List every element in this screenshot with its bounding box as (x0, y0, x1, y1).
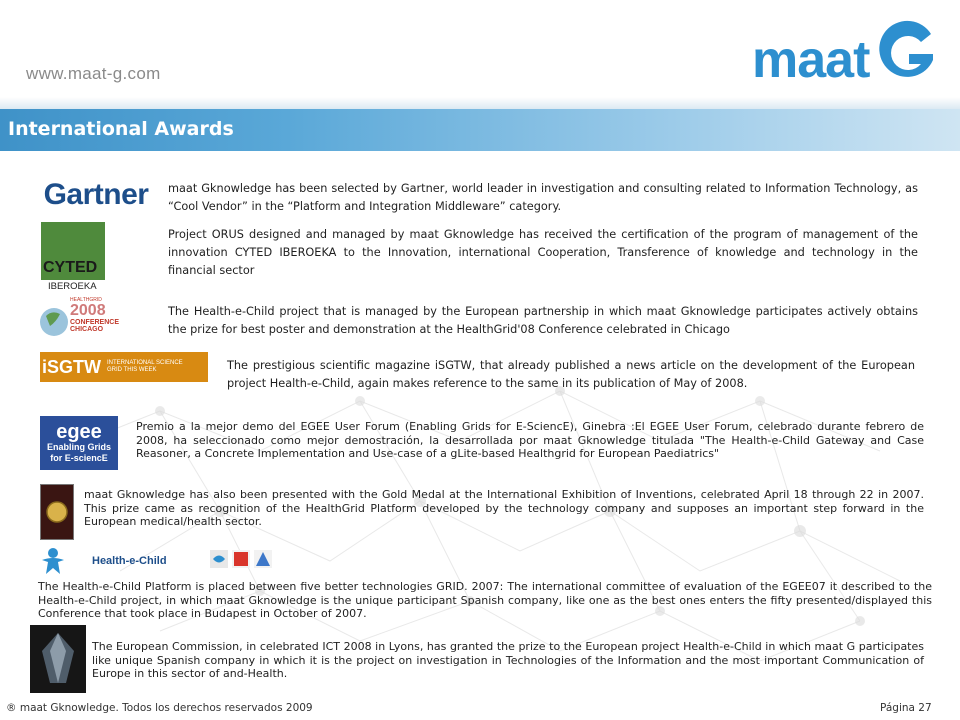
paragraph-gold-medal: maat Gknowledge has also been presented with the Gold Medal at the International Exhibition of Inventions, celebrated April 18 through 22 in 2007. This prize came as recognition of the HealthGrid Platform developed by the technology company and supposes an important step forward in the European medical/health sector. (84, 488, 924, 528)
logo-text: maat (752, 31, 870, 89)
title-bar-highlight (0, 97, 960, 109)
health-e-child-logo-text: Health-e-Child (92, 555, 167, 567)
maatg-logo (752, 14, 939, 89)
isgtw-logo (40, 352, 208, 382)
trophy-icon (38, 631, 78, 687)
section-title: International Awards (8, 118, 234, 140)
egee-logo-sub1: Enabling Grids (46, 442, 111, 452)
health-e-child-logo (38, 546, 178, 576)
gold-medal-image (40, 484, 74, 540)
isgtw-logo-subtitle: INTERNATIONAL SCIENCE GRID THIS WEEK (107, 360, 183, 373)
cyted-caption: IBEROEKA (48, 281, 97, 292)
cyted-logo-text: CYTED (43, 259, 98, 276)
paragraph-isgtw: The prestigious scientific magazine iSGTW, that already published a news article on the development of the European project Health-e-Child, again makes reference to the same in its publication of May of 2008. (227, 359, 915, 390)
gartner-logo (40, 178, 152, 212)
medal-icon (45, 500, 69, 524)
logo-g-mark (875, 20, 939, 86)
healthgrid-label: HEALTHGRID (70, 297, 102, 303)
egee-logo-sub2: for E-sciencE (50, 453, 108, 463)
egee-logo-text: egee (56, 421, 102, 443)
healthgrid-2008-logo (40, 296, 122, 344)
paragraph-ict-2008: The European Commission, in celebrated ICT 2008 in Lyons, has granted the prize to the European project Health-e-Child in which maat G participates like unique Spanish company in which it is the project on investigation in Technologies of the Information and the most important Communication of Europe in this sector of and-Health. (92, 640, 924, 680)
paragraph-egee: Premio a la mejor demo del EGEE User Forum (Enabling Grids for E-SciencE), Ginebra :El EGEE User Forum, celebrado durante febrero de 2008, ha seleccionado como mejor demostración, la desarrollada por maat Gknowledge titulada "The Health-e-Child Gateway and Case Reasoner, a Concrete Implementation and Use-case of a gLite-based Healthgrid for European Paediatrics" (136, 420, 924, 460)
ict-2008-trophy-image (30, 625, 86, 693)
cyted-logo (41, 222, 105, 280)
healthgrid-conference: CONFERENCE (70, 319, 120, 326)
footer-page-number: Página 27 (880, 702, 932, 714)
paragraph-cyted: Project ORUS designed and managed by maat Gknowledge has received the certification of the program of management of the innovation CYTED IBEROEKA to the Innovation, international Cooperation, Transference of knowledge and technology in the financial sector (168, 228, 918, 277)
partner-red-icon (232, 550, 250, 568)
health-e-child-figure-icon (38, 546, 68, 576)
paragraph-healthgrid: The Health-e-Child project that is managed by the European partnership in which maat Gknowledge participates actively obtains the prize for best poster and demonstration at the HealthGrid'08 Conference celebrated in Chicago (168, 305, 918, 336)
healthgrid-year: 2008 (70, 302, 106, 319)
footer-copyright: ® maat Gknowledge. Todos los derechos reservados 2009 (6, 702, 313, 714)
paragraph-gartner: maat Gknowledge has been selected by Gartner, world leader in investigation and consulting related to Information Technology, as “Cool Vendor” in the “Platform and Integration Middleware” category. (168, 182, 918, 213)
egee-logo (40, 416, 118, 470)
partner-blue-icon (254, 550, 272, 568)
healthgrid-city: CHICAGO (70, 326, 104, 333)
partner-swirl-icon (210, 550, 228, 568)
gartner-logo-text: Gartner (43, 178, 149, 211)
paragraph-egee07: The Health-e-Child Platform is placed between five better technologies GRID. 2007: The international committee of evaluation of the EGEE07 it described to the Health-e-Child project, in which maat Gknowledge is the unique participant Spanish company, like one as the best ones enters the fifty presented/displayed this Conference that took place in Budapest in October of 2007. (38, 580, 932, 620)
partner-icons (210, 550, 274, 568)
isgtw-logo-text: iSGTW (42, 356, 101, 377)
website-url: www.maat-g.com (26, 64, 161, 83)
